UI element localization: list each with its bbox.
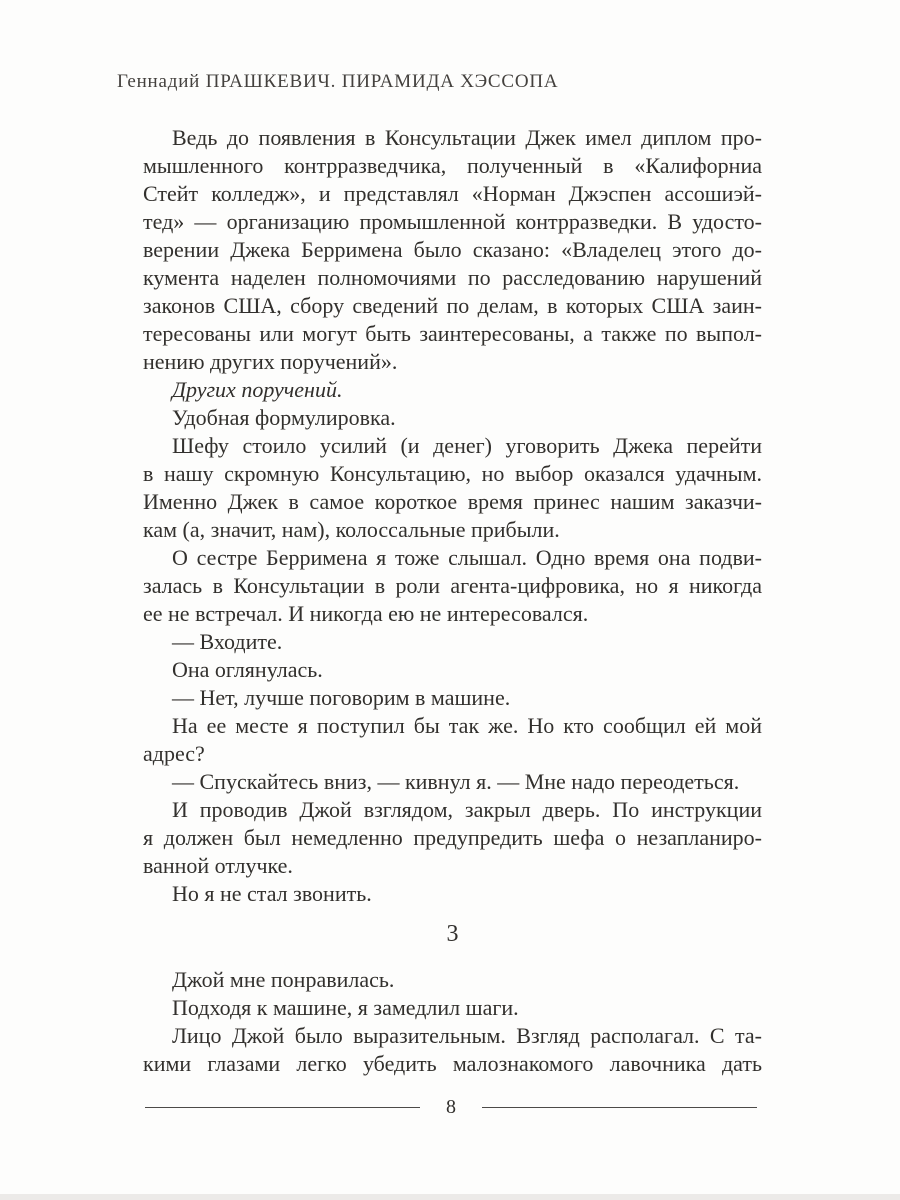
text-line: На ее месте я поступил бы так же. Но кто сообщил ей мой [172, 713, 762, 738]
paragraph [143, 628, 762, 656]
section-number: 3 [446, 921, 459, 947]
page-text [143, 124, 762, 1078]
text-line: Шефу стоило усилий (и денег) уговорить Джека перейти [172, 433, 762, 458]
page-number: 8 [446, 1096, 456, 1118]
text-line: Других поручений. [172, 377, 343, 402]
footer-rule-left [145, 1107, 420, 1108]
text-line: я должен был немедленно предупредить шефа о незапланиро- [143, 825, 762, 850]
text-line: мышленного контрразведчика, полученный в «Калифорниа [143, 153, 762, 178]
text-line: Но я не стал звонить. [172, 881, 372, 906]
text-line: — Нет, лучше поговорим в машине. [172, 685, 511, 710]
text-line: залась в Консультации в роли агента-цифровика, но я никогда [143, 573, 762, 598]
text-line: — Спускайтесь вниз, — кивнул я. — Мне надо переодеться. [172, 769, 740, 794]
text-line: О сестре Берримена я тоже слышал. Одно время она подви- [172, 545, 762, 570]
paragraph [143, 432, 762, 544]
paragraph [143, 880, 762, 908]
paragraph [143, 1022, 762, 1078]
text-line: тед» — организацию промышленной контрразведки. В удосто- [143, 209, 762, 234]
text-line: тересованы или могут быть заинтересованы, а также по выпол- [143, 321, 762, 346]
text-line: Подходя к машине, я замедлил шаги. [172, 995, 519, 1020]
paragraph-italic [143, 376, 762, 404]
paragraph [143, 966, 762, 994]
text-line: адрес? [143, 741, 205, 766]
text-line: Лицо Джой было выразительным. Взгляд располагал. С та- [172, 1023, 762, 1048]
text-line: законов США, сбору сведений по делам, в которых США заин- [143, 293, 762, 318]
text-line: И проводив Джой взглядом, закрыл дверь. По инструкции [172, 797, 762, 822]
running-header: Геннадий ПРАШКЕВИЧ. ПИРАМИДА ХЭССОПА [117, 71, 559, 92]
text-line: нению других поручений». [143, 349, 398, 374]
text-line: кумента наделен полномочиями по расследованию нарушений [143, 265, 762, 290]
text-line: кими глазами легко убедить малознакомого лавочника дать [143, 1051, 762, 1076]
paragraph [143, 768, 762, 796]
paragraph [143, 656, 762, 684]
text-line: ванной отлучке. [143, 853, 293, 878]
paragraph [143, 404, 762, 432]
text-line: Стейт колледж», и представлял «Норман Джэспен ассошиэй- [143, 181, 762, 206]
text-line: в нашу скромную Консультацию, но выбор оказался удачным. [143, 461, 762, 486]
text-line: кам (а, значит, нам), колоссальные прибыли. [143, 517, 560, 542]
paragraph [143, 712, 762, 768]
paragraph [143, 994, 762, 1022]
text-line: Она оглянулась. [172, 657, 323, 682]
paragraph [143, 684, 762, 712]
text-line: ее не встречал. И никогда ею не интересовался. [143, 601, 589, 626]
text-line: Ведь до появления в Консультации Джек имел диплом про- [172, 125, 762, 150]
paragraph [143, 544, 762, 628]
text-line: верении Джека Берримена было сказано: «Владелец этого до- [143, 237, 762, 262]
page-footer [145, 1093, 757, 1121]
text-line: Удобная формулировка. [172, 405, 396, 430]
paragraph [143, 796, 762, 880]
text-line: Джой мне понравилась. [172, 967, 395, 992]
text-line: — Входите. [172, 629, 283, 654]
scan-edge-shadow [0, 1194, 900, 1200]
paragraph [143, 124, 762, 376]
footer-rule-right [482, 1107, 757, 1108]
text-line: Именно Джек в самое короткое время принес нашим заказчи- [143, 489, 762, 514]
